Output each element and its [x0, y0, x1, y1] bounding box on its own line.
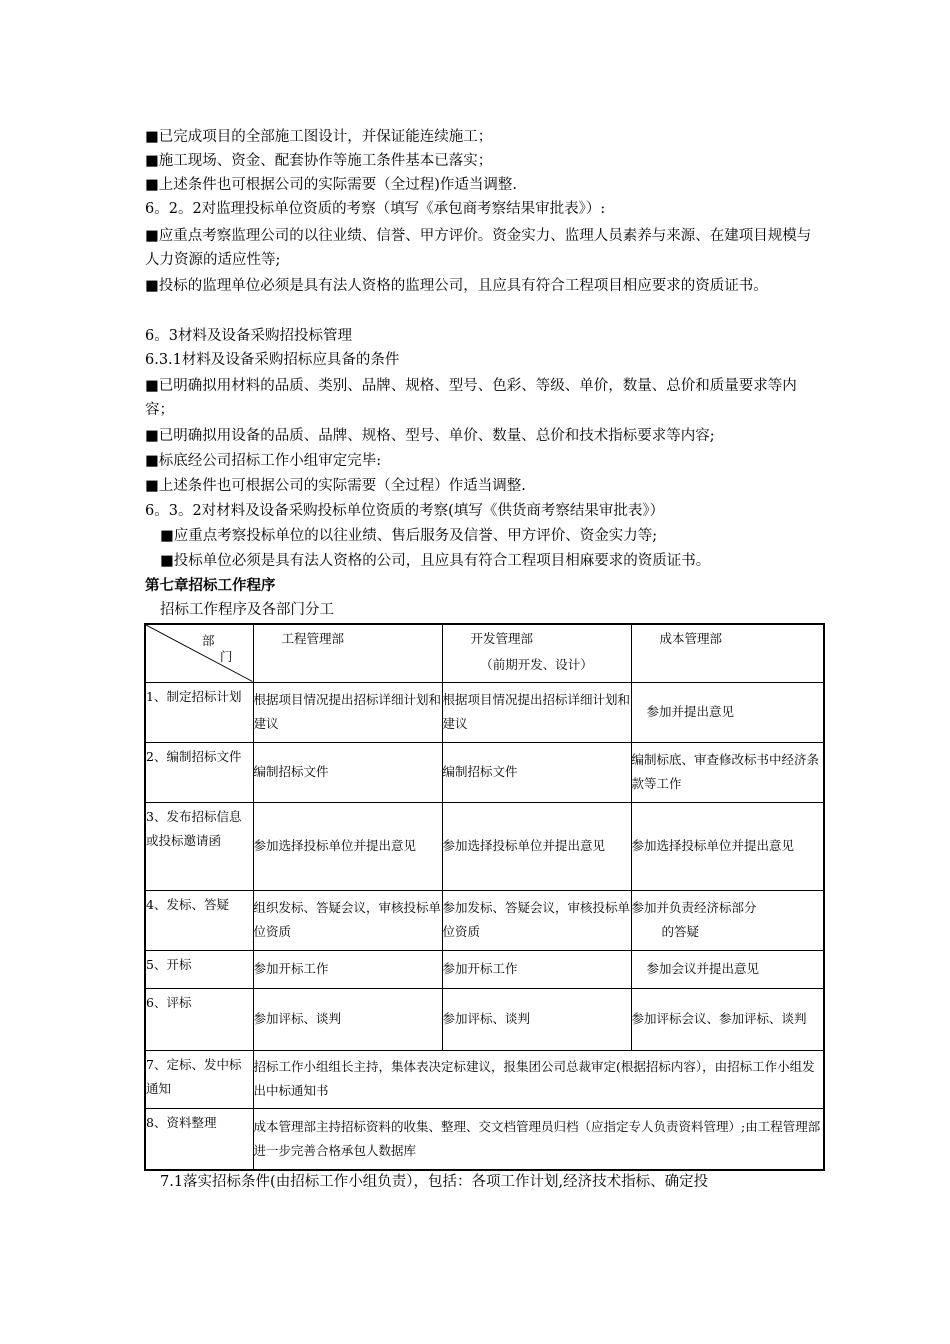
- step-cell: [145, 742, 253, 802]
- cell-text: 编制招标文件: [442, 764, 518, 779]
- table-cell: [442, 988, 631, 1050]
- step-label: 5、开标: [146, 956, 192, 972]
- header-label: 成本管理部: [659, 631, 723, 646]
- merged-cell: [253, 1050, 824, 1108]
- header-cell: [253, 624, 442, 682]
- paragraph: ■标底经公司招标工作小组审定完毕:: [145, 453, 382, 469]
- step-cell: [145, 1108, 253, 1170]
- cell-text: 根据项目情况提出招标详细计划和建议: [442, 692, 631, 731]
- step-cell: [145, 1050, 253, 1108]
- process-table: [144, 623, 825, 1171]
- table-cell: [253, 742, 442, 802]
- paragraph: 7.1落实招标条件(由招标工作小组负责），包括：各项工作计划,经济技术指标、确定投: [160, 1174, 709, 1190]
- header-label: 开发管理部: [470, 631, 534, 646]
- cell-text: 参加选择投标单位并提出意见: [253, 838, 417, 853]
- subsection-heading: 6.3.1材料及设备采购招标应具备的条件: [145, 352, 400, 368]
- paragraph: ■已明确拟用材料的品质、类别、品牌、规格、型号、色彩、等级、单价，数量、总价和质量要求等内容；: [145, 378, 797, 418]
- table-cell: [253, 682, 442, 742]
- table-cell: [442, 802, 631, 890]
- table-cell: [631, 802, 824, 890]
- corner-label-top: 部: [202, 633, 215, 648]
- step-label: 8、资料整理: [146, 1114, 217, 1130]
- chapter-title: 第七章招标工作程序: [145, 578, 276, 594]
- table-cell: [442, 682, 631, 742]
- paragraph: ■投标的监理单位必须是具有法人资格的监理公司，且应具有符合工程项目相应要求的资质证书。: [145, 278, 768, 294]
- cell-text: 成本管理部主持招标资料的收集、整理、交文档管理员归档（应指定专人负责资料管理）;由工程管理部进一步完善合格承包人数据库: [253, 1118, 821, 1158]
- paragraph: ■上述条件也可根据公司的实际需要（全过程）作适当调整.: [145, 478, 526, 494]
- table-row: [145, 890, 824, 950]
- table-cell: [631, 988, 824, 1050]
- step-cell: [145, 890, 253, 950]
- paragraph: ■应重点考察监理公司的以往业绩、信誉、甲方评价。资金实力、监理人员素养与来源、在建项目规模与人力资源的适应性等;: [145, 228, 812, 268]
- table-cell: [442, 742, 631, 802]
- table-cell: [631, 682, 824, 742]
- table-cell: [253, 988, 442, 1050]
- table-cell: [253, 950, 442, 988]
- paragraph: 6。2。2对监理投标单位资质的考察（填写《承包商考察结果审批表》）:: [145, 201, 606, 217]
- paragraph: ■施工现场、资金、配套协作等施工条件基本已落实；: [145, 153, 493, 169]
- table-row: [145, 1050, 824, 1108]
- subsection-heading: 6。3。2对材料及设备采购投标单位资质的考察(填写《供货商考察结果审批表》）: [145, 503, 665, 519]
- cell-text: 招标工作小组组长主持，集体表决定标建议，报集团公司总裁审定(根据招标内容），由招标工作小组发出中标通知书: [253, 1059, 815, 1098]
- table-row: [145, 988, 824, 1050]
- merged-cell: [253, 1108, 824, 1170]
- step-label: 7、定标、发中标通知: [146, 1056, 242, 1096]
- table-cell: [631, 890, 824, 950]
- cell-text: 的答疑: [661, 924, 700, 939]
- table-cell: [253, 890, 442, 950]
- table-row: [145, 802, 824, 890]
- step-cell: [145, 682, 253, 742]
- cell-text: 参加评标、谈判: [253, 1011, 342, 1026]
- cell-text: 参加评标会议、参加评标、谈判: [631, 1011, 807, 1026]
- cell-text: 参加并负责经济标部分: [631, 900, 757, 915]
- cell-text: 参加会议并提出意见: [646, 961, 760, 976]
- table-cell: [631, 742, 824, 802]
- cell-text: 参加选择投标单位并提出意见: [631, 838, 795, 853]
- corner-cell: [145, 624, 253, 682]
- table-row: [145, 1108, 824, 1170]
- table-cell: [442, 890, 631, 950]
- step-cell: [145, 802, 253, 890]
- table-cell: [442, 950, 631, 988]
- header-label: 工程管理部: [281, 631, 345, 646]
- cell-text: 参加选择投标单位并提出意见: [442, 838, 606, 853]
- cell-text: 编制标底、审查修改标书中经济条款等工作: [631, 752, 820, 791]
- table-row: [145, 950, 824, 988]
- section-heading: 6。3材料及设备采购招投标管理: [145, 328, 352, 344]
- corner-label-bottom: 门: [220, 649, 233, 664]
- table-cell: [253, 802, 442, 890]
- paragraph: ■投标单位必须是具有法人资格的公司，且应具有符合工程项目相麻要求的资质证书。: [160, 553, 711, 569]
- paragraph: ■应重点考察投标单位的以往业绩、售后服务及信誉、甲方评价、资金实力等;: [160, 528, 658, 544]
- table-row: [145, 682, 824, 742]
- step-label: 4、发标、答疑: [146, 896, 229, 912]
- cell-text: 参加开标工作: [442, 961, 518, 976]
- cell-text: 编制招标文件: [253, 764, 329, 779]
- header-cell: [631, 624, 824, 682]
- diagonal-line: [146, 625, 253, 682]
- step-cell: [145, 988, 253, 1050]
- step-label: 3、发布招标信息或投标邀请函: [146, 808, 242, 848]
- table-cell: [631, 950, 824, 988]
- header-cell: [442, 624, 631, 682]
- step-label: 6、评标: [146, 994, 192, 1010]
- cell-text: 参加并提出意见: [646, 704, 735, 719]
- paragraph: ■上述条件也可根据公司的实际需要（全过程)作适当调整.: [145, 177, 517, 193]
- paragraph: ■已完成项目的全部施工图设计，并保证能连续施工；: [145, 129, 493, 145]
- header-sublabel: （前期开发、设计）: [480, 657, 593, 672]
- cell-text: 参加发标、答疑会议，审核投标单位资质: [442, 900, 631, 939]
- table-row: [145, 742, 824, 802]
- table-header-row: [145, 624, 824, 682]
- cell-text: 根据项目情况提出招标详细计划和建议: [253, 692, 442, 731]
- table-caption: 招标工作程序及各部门分工: [160, 602, 334, 618]
- cell-text: 参加开标工作: [253, 961, 329, 976]
- paragraph: ■已明确拟用设备的品质、品牌、规格、型号、单价、数量、总价和技术指标要求等内容;: [145, 428, 715, 444]
- cell-text: 参加评标、谈判: [442, 1011, 531, 1026]
- cell-text: 组织发标、答疑会议，审核投标单位资质: [253, 900, 442, 939]
- step-cell: [145, 950, 253, 988]
- step-label: 2、编制招标文件: [146, 748, 242, 764]
- step-label: 1、制定招标计划: [146, 688, 242, 704]
